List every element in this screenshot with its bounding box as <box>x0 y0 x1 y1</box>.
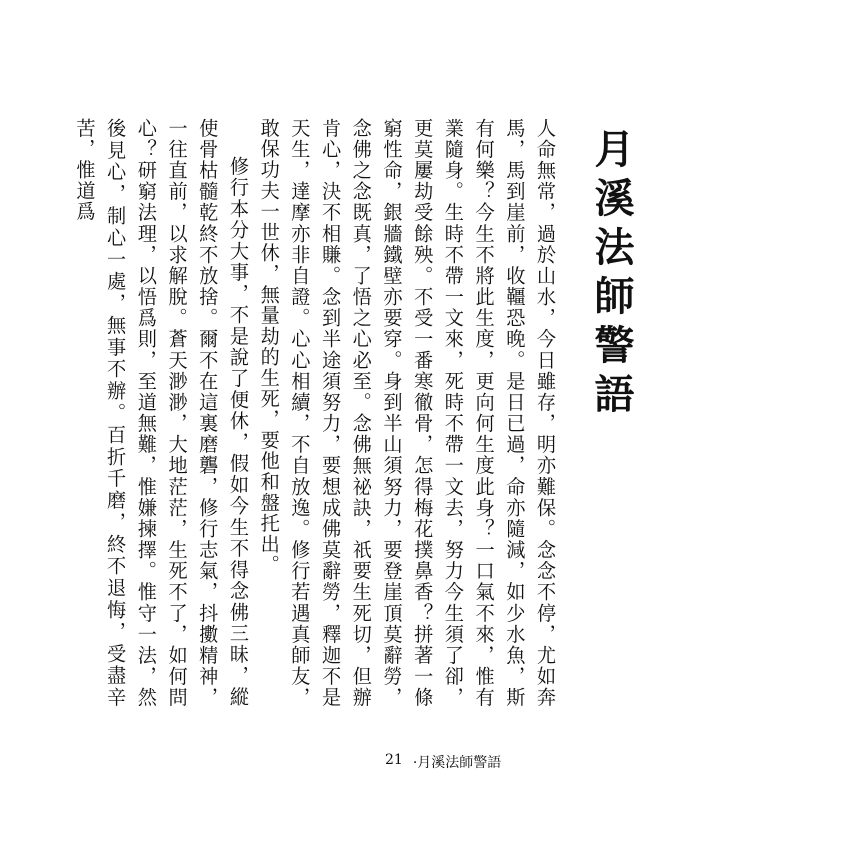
right-margin <box>727 0 850 850</box>
page-title: 月溪法師警語 <box>588 128 635 422</box>
paragraph-2: 修行本分大事，不是說了便休，假如今生不得念佛三昧，縱使骨枯髓乾終不放捨。爾不在這裏磨礱，修行志氣，抖擻精神，一往直前，以求解脫。蒼天渺渺，大地茫茫，生死不了，如何問心？研窮法理，以悟爲則，至道無難，惟嫌揀擇。惟守一法，然後見心，制心一處，無事不辦。百折千磨，終不退悔，受盡辛苦，惟道爲 <box>73 118 250 708</box>
page-number: 21 <box>385 752 403 768</box>
page-footer <box>385 752 585 772</box>
paragraph-1: 人命無常，過於山水，今日雖存，明亦難保。念念不停，尤如奔馬，馬到崖前，收韁恐晚。是日已過，命亦隨減，如少水魚，斯有何樂？今生不將此生度，更向何生度此身？一口氣不來，惟有業隨身。生時不帶一文來，死時不帶一文去，努力今生須了卻，更莫屢劫受餘殃。不受一番寒徹骨，怎得梅花撲鼻香？拼著一條窮性命，銀牆鐵壁亦要穿。身到半山須努力，要登崖頂莫辭勞，念佛之念既真，了悟之心必至。念佛無祕訣，祇要生死切，但辦肯心，決不相賺。念到半途須努力，要想成佛莫辭勞，釋迦不是天生，達摩亦非自證。心心相續，不自放逸。修行若遇真師友，敢保功夫一世休，無量劫的生死，要他和盤托出。 <box>257 118 557 708</box>
body-text <box>73 118 560 708</box>
running-title: ·月溪法師警語 <box>412 755 502 771</box>
